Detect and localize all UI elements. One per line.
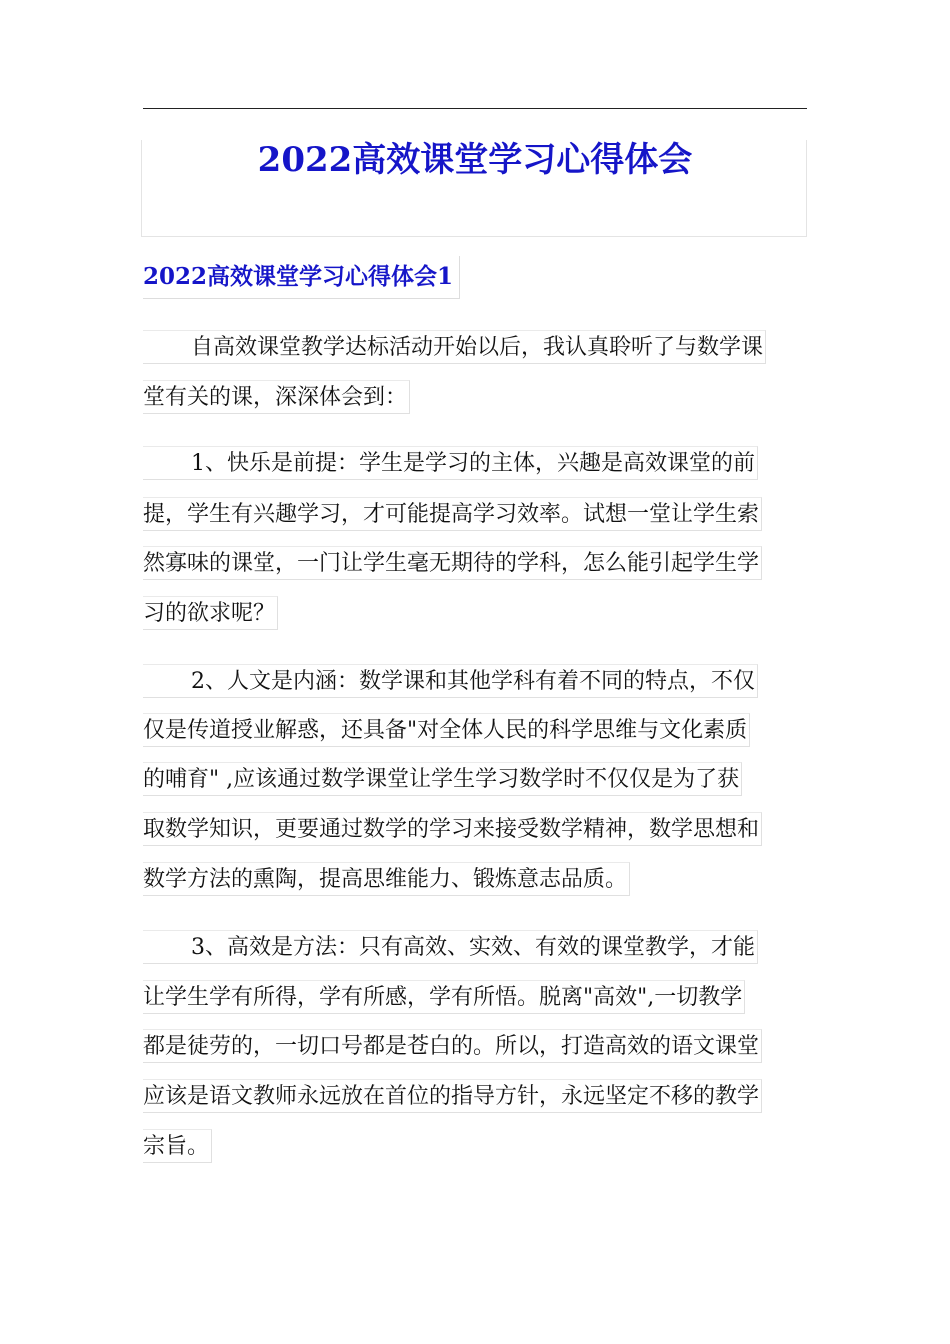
section-heading: 2022高效课堂学习心得体会1 xyxy=(143,256,460,299)
paragraph-line: 应该是语文教师永远放在首位的指导方针，永远坚定不移的教学 xyxy=(143,1079,762,1113)
paragraph-line: 习的欲求呢？ xyxy=(143,596,278,630)
paragraph-line: 让学生学有所得，学有所感，学有所悟。脱离"高效",一切教学 xyxy=(143,980,745,1014)
paragraph-line: 宗旨。 xyxy=(143,1129,212,1163)
paragraph-line: 2、人文是内涵：数学课和其他学科有着不同的特点，不仅 xyxy=(143,664,758,698)
paragraph-line: 3、高效是方法：只有高效、实效、有效的课堂教学，才能 xyxy=(143,930,758,964)
paragraph-line: 自高效课堂教学达标活动开始以后，我认真聆听了与数学课 xyxy=(143,330,766,364)
top-horizontal-rule xyxy=(143,108,807,109)
paragraph-line: 1、快乐是前提：学生是学习的主体，兴趣是高效课堂的前 xyxy=(143,446,758,480)
paragraph-line: 都是徒劳的，一切口号都是苍白的。所以，打造高效的语文课堂 xyxy=(143,1029,762,1063)
paragraph-line: 仅是传道授业解惑，还具备"对全体人民的科学思维与文化素质 xyxy=(143,713,750,747)
paragraph-line: 堂有关的课，深深体会到： xyxy=(143,380,410,414)
paragraph-line: 然寡味的课堂，一门让学生毫无期待的学科，怎么能引起学生学 xyxy=(143,546,762,580)
document-title: 2022高效课堂学习心得体会 xyxy=(257,140,693,180)
paragraph-line: 提，学生有兴趣学习，才可能提高学习效率。试想一堂让学生索 xyxy=(143,497,762,531)
paragraph-line: 数学方法的熏陶，提高思维能力、锻炼意志品质。 xyxy=(143,862,630,896)
paragraph-line: 取数学知识，更要通过数学的学习来接受数学精神，数学思想和 xyxy=(143,812,762,846)
paragraph-line: 的哺育" ,应该通过数学课堂让学生学习数学时不仅仅是为了获 xyxy=(143,762,742,796)
